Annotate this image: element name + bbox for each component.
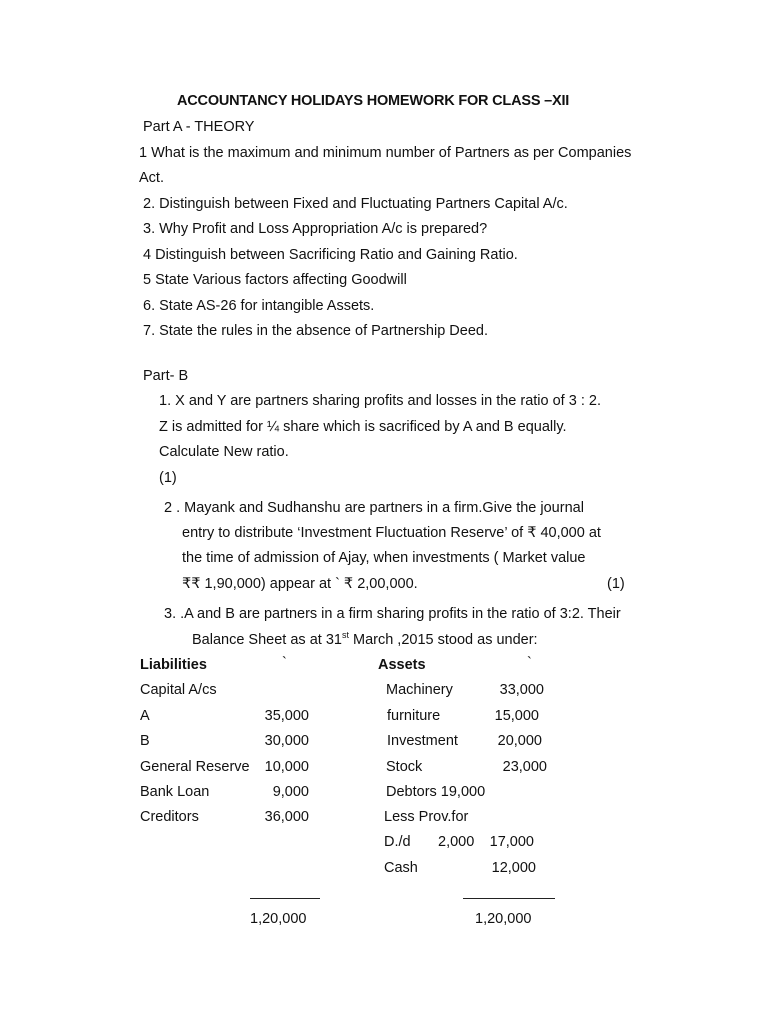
liability-label: A (140, 708, 150, 724)
assets-currency-mark: ` (527, 655, 532, 671)
liability-amount: 35,000 (264, 708, 309, 724)
part-b-question-2: 2 . Mayank and Sudhanshu are partners in a firm.Give the journal (164, 500, 584, 516)
asset-label: D./d (384, 834, 411, 850)
assets-total: 1,20,000 (475, 911, 532, 927)
part-a-question-7: 7. State the rules in the absence of Partnership Deed. (143, 323, 488, 339)
part-b-question-2-cont3: ₹₹ 1,90,000) appear at ` ₹ 2,00,000. (182, 576, 418, 592)
part-a-question-6: 6. State AS-26 for intangible Assets. (143, 298, 375, 314)
part-b-heading: Part- B (143, 368, 189, 384)
part-a-heading: Part A - THEORY (143, 119, 255, 135)
liability-label: B (140, 733, 150, 749)
assets-header: Assets (378, 657, 426, 673)
asset-label: Debtors 19,000 (386, 784, 486, 800)
document-title: ACCOUNTANCY HOLIDAYS HOMEWORK FOR CLASS –XII (177, 93, 570, 109)
liabilities-total-rule (250, 898, 320, 899)
liability-amount: 9,000 (272, 784, 309, 800)
part-b-question-2-cont: entry to distribute ‘Investment Fluctuation Reserve’ of ₹ 40,000 at (182, 525, 601, 541)
liability-label: Capital A/cs (140, 682, 217, 698)
liability-label: Creditors (140, 809, 199, 825)
part-a-question-3: 3. Why Profit and Loss Appropriation A/c is prepared? (143, 221, 488, 237)
part-b-question-3-cont: Balance Sheet as at 31st March ,2015 stood as under: (192, 630, 538, 648)
liability-label: Bank Loan (140, 784, 210, 800)
liabilities-total: 1,20,000 (250, 911, 307, 927)
part-a-question-4: 4 Distinguish between Sacrificing Ratio and Gaining Ratio. (143, 247, 518, 263)
assets-total-rule (463, 898, 555, 899)
part-a-question-1: 1 What is the maximum and minimum number of Partners as per Companies (139, 145, 632, 161)
asset-label: Machinery (386, 682, 453, 698)
liability-amount: 36,000 (264, 809, 309, 825)
asset-sub-amount: 2,000 (438, 834, 475, 850)
part-b-question-1: 1. X and Y are partners sharing profits and losses in the ratio of 3 : 2. (159, 393, 601, 409)
asset-amount: 23,000 (502, 759, 547, 775)
liability-amount: 30,000 (264, 733, 309, 749)
asset-label: Investment (387, 733, 458, 749)
asset-label: furniture (387, 708, 441, 724)
liability-label: General Reserve (140, 759, 250, 775)
liabilities-header: Liabilities (140, 657, 207, 673)
asset-amount: 33,000 (499, 682, 544, 698)
asset-amount: 15,000 (494, 708, 539, 724)
part-b-question-1-marks: (1) (159, 470, 177, 486)
part-a-question-1-cont: Act. (139, 170, 164, 186)
part-a-question-5: 5 State Various factors affecting Goodwill (143, 272, 407, 288)
asset-label: Cash (384, 860, 418, 876)
asset-amount: 20,000 (497, 733, 542, 749)
asset-amount: 17,000 (489, 834, 534, 850)
liability-amount: 10,000 (264, 759, 309, 775)
part-b-question-2-cont2: the time of admission of Ajay, when investments ( Market value (182, 550, 586, 566)
part-b-question-1-cont: Z is admitted for ¼ share which is sacrificed by A and B equally. (159, 419, 567, 435)
part-b-question-3: 3. .A and B are partners in a firm sharing profits in the ratio of 3:2. Their (164, 606, 621, 622)
asset-label: Less Prov.for (384, 809, 469, 825)
part-a-question-2: 2. Distinguish between Fixed and Fluctuating Partners Capital A/c. (143, 196, 568, 212)
asset-amount: 12,000 (491, 860, 536, 876)
part-b-question-1-cont2: Calculate New ratio. (159, 444, 289, 460)
asset-label: Stock (386, 759, 423, 775)
liabilities-currency-mark: ` (282, 655, 287, 671)
part-b-question-2-marks: (1) (607, 576, 625, 592)
